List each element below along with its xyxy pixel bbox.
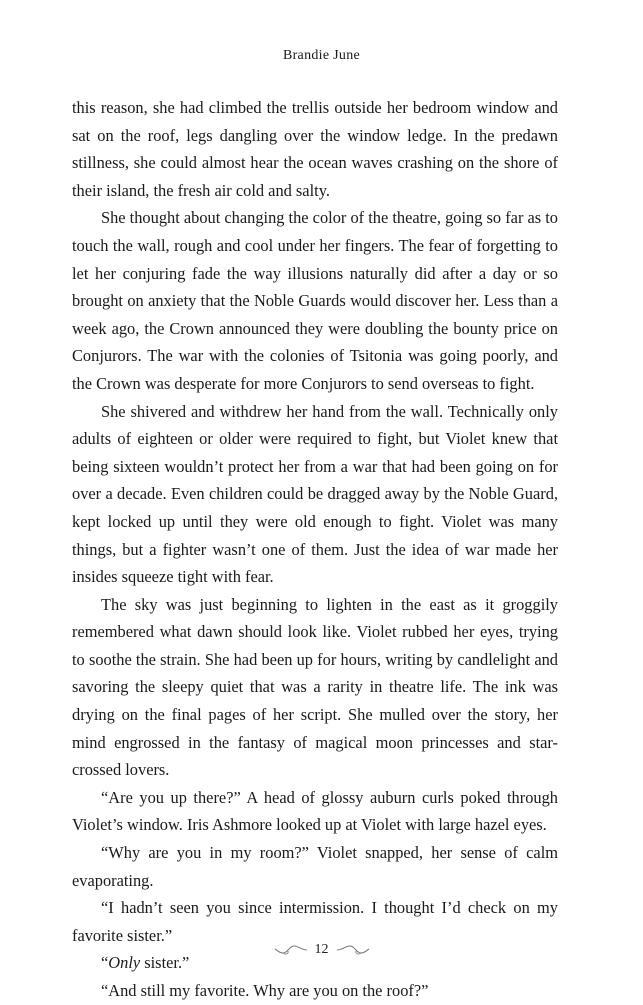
swash-left-icon [273,944,309,956]
page-number: 12 [314,942,329,957]
paragraph-3: She shivered and withdrew her hand from the wall. Technically only adults of eighteen or older were required to fight, but Violet knew that being sixteen wouldn’t protect her from a war that had been going on for over a decade. Even children could be dragged away by the Noble Guard, kept locked up until they were old enough to fight. Violet was many things, but a fighter wasn’t one of them. Just the idea of war made her insides squeeze tight with fear. [72,401,558,587]
folio [0,938,643,962]
paragraph-2: She thought about changing the color of the theatre, going so far as to touch the wall, rough and cool under her fingers. The fear of forgetting to let her conjuring fade the way illusions naturally did after a day or so brought on anxiety that the Noble Guards would discover her. Less than a week ago, the Crown announced they were doubling the bounty price on Conjurors. The war with the colonies of Tsitonia was going poorly, and the Crown was desperate for more Conjurors to send overseas to fight. [72,208,559,393]
paragraph-8-open: “ [101,953,109,973]
running-head-author: Brandie June [282,48,361,63]
body-text [72,94,558,1005]
paragraph-8-emphasis: Only [108,953,141,973]
swash-right-icon [335,944,371,956]
paragraph-5: “Are you up there?” A head of glossy auburn curls poked through Violet’s window. Iris Ashmore looked up at Violet with large hazel eyes. [72,787,558,835]
paragraph-4: The sky was just beginning to lighten in the east as it groggily remembered what dawn should look like. Violet rubbed her eyes, trying to soothe the strain. She had been up for hours, writing by candlelight and savoring the sleepy quiet that was a rarity in theatre life. The ink was drying on the final pages of her script. She mulled over the story, her mind engrossed in the fantasy of magical moon princesses and star-crossed lovers. [72,594,558,780]
paragraph-8-close: sister.” [140,953,190,973]
paragraph-1: this reason, she had climbed the trellis outside her bedroom window and sat on the roof, legs dangling over the window ledge. In the predawn stillness, she could almost hear the ocean waves crashing on the shore of their island, the fresh air cold and salty. [72,98,558,200]
paragraph-6: “Why are you in my room?” Violet snapped, her sense of calm evaporating. [72,843,558,890]
paragraph-9: “And still my favorite. Why are you on the roof?” [101,981,429,1000]
paragraph-7: “I hadn’t seen you since intermission. I thought I’d check on my favorite sister.” [72,898,558,945]
